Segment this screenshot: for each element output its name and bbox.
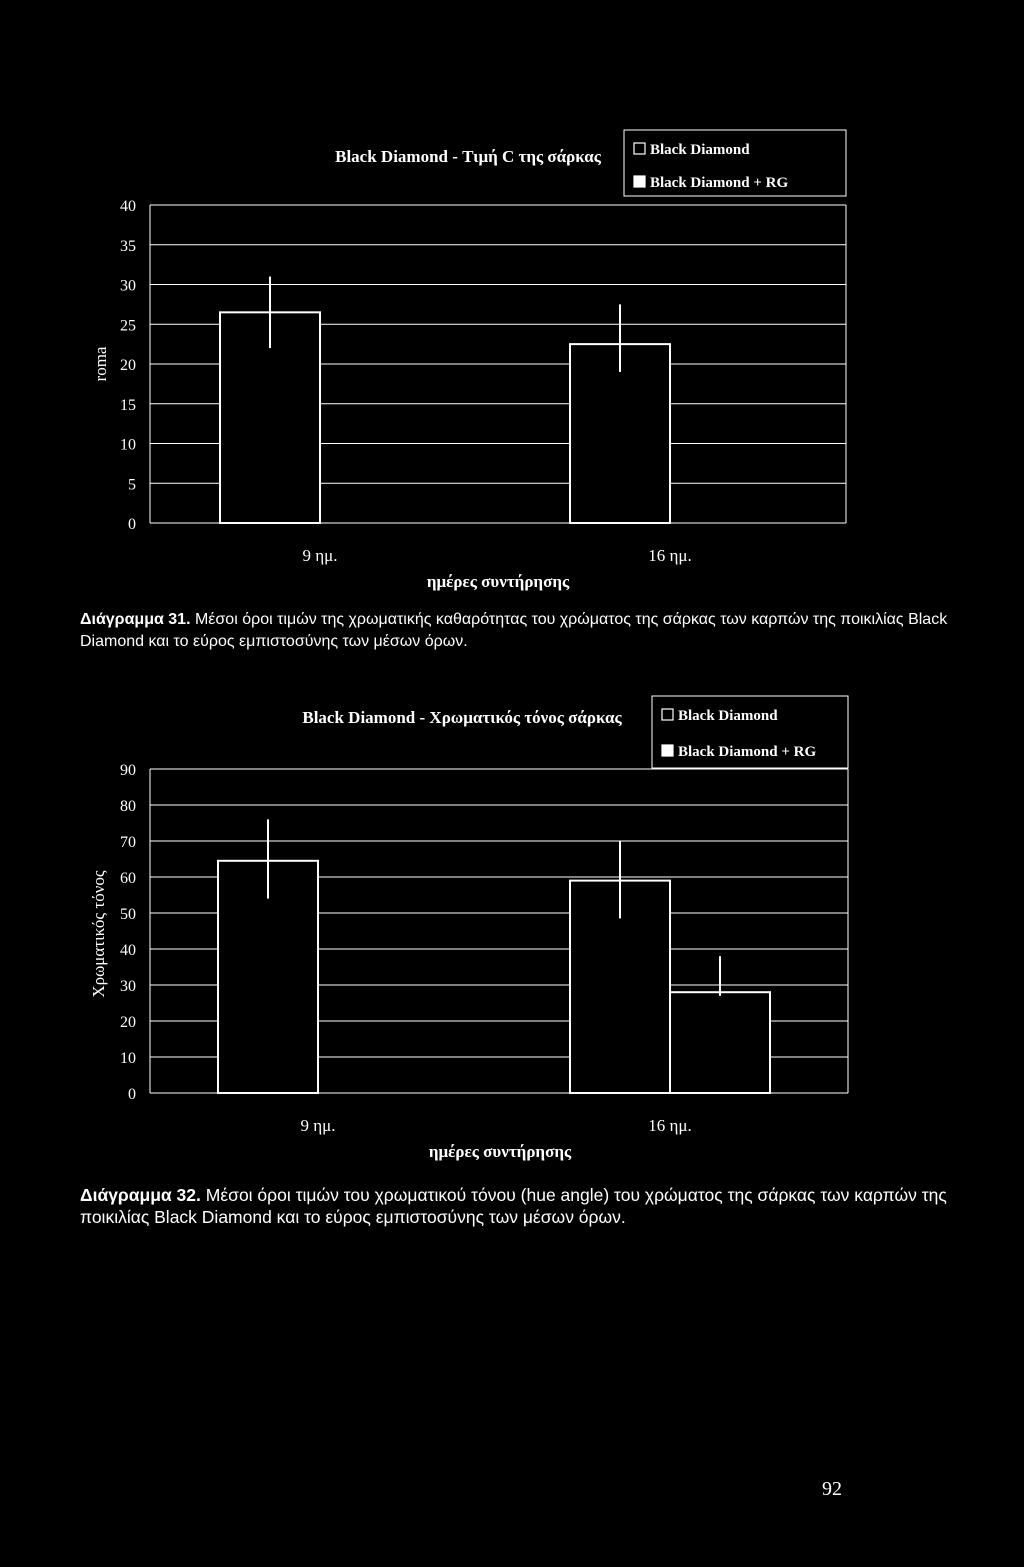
y-tick-label: 50: [120, 906, 136, 923]
y-tick-label: 60: [120, 870, 136, 887]
y-tick-label: 15: [120, 396, 136, 414]
y-axis-label: Χρωματικός τόνος: [89, 870, 108, 998]
legend-label: Black Diamond: [650, 142, 750, 158]
legend-swatch: [662, 709, 673, 720]
x-tick-label: 9 ημ.: [300, 1116, 336, 1135]
y-tick-label: 90: [120, 762, 136, 779]
y-tick-label: 10: [120, 1050, 136, 1067]
legend-label: Black Diamond + RG: [678, 744, 817, 760]
y-tick-label: 5: [128, 476, 136, 494]
legend-swatch: [634, 176, 645, 187]
chart-32: [0, 690, 1024, 1170]
y-tick-label: 20: [120, 1014, 136, 1031]
page-number: 92: [822, 1478, 842, 1500]
legend-swatch: [634, 143, 645, 154]
y-tick-label: 40: [120, 198, 136, 215]
bar: [670, 992, 770, 1093]
y-tick-label: 40: [120, 942, 136, 959]
x-tick-label: 16 ημ.: [648, 1116, 692, 1135]
legend-swatch: [662, 745, 673, 756]
y-tick-label: 10: [120, 436, 136, 454]
y-tick-label: 35: [120, 237, 136, 255]
y-tick-label: 25: [120, 317, 136, 335]
x-axis-label: ημέρες συντήρησης: [426, 572, 570, 591]
chart-title: Black Diamond - Τιμή C της σάρκας: [335, 147, 601, 166]
y-tick-label: 70: [120, 834, 136, 851]
caption-31: [80, 609, 980, 653]
x-tick-label: 9 ημ.: [302, 546, 338, 565]
chart-title: Black Diamond - Χρωματικός τόνος σάρκας: [302, 708, 622, 727]
legend-label: Black Diamond + RG: [650, 175, 789, 191]
y-tick-label: 0: [128, 1086, 136, 1103]
caption-32: [80, 1184, 980, 1228]
chart-31: [0, 120, 1024, 590]
legend-label: Black Diamond: [678, 708, 778, 724]
y-tick-label: 0: [128, 516, 136, 533]
y-tick-label: 30: [120, 978, 136, 995]
caption-31-text: Μέσοι όροι τιμών της χρωματικής καθαρότητας του χρώματος της σάρκας των καρπών της ποικιλίας Black Diamond και το εύρος εμπιστοσύνης των μέσων όρων.: [80, 611, 948, 650]
y-tick-label: 80: [120, 798, 136, 815]
y-axis-label: roma: [91, 346, 110, 382]
x-axis-label: ημέρες συντήρησης: [428, 1142, 572, 1161]
x-tick-label: 16 ημ.: [648, 546, 692, 565]
y-tick-label: 30: [120, 277, 136, 295]
caption-32-text: Μέσοι όροι τιμών του χρωματικού τόνου (hue angle) του χρώματος της σάρκας των καρπών της ποικιλίας Black Diamond και το εύρος εμπιστοσύνης των μέσων όρων.: [80, 1185, 947, 1227]
caption-32-number: Διάγραμμα 32.: [80, 1185, 201, 1205]
caption-31-number: Διάγραμμα 31.: [80, 611, 191, 628]
y-tick-label: 20: [120, 357, 136, 374]
